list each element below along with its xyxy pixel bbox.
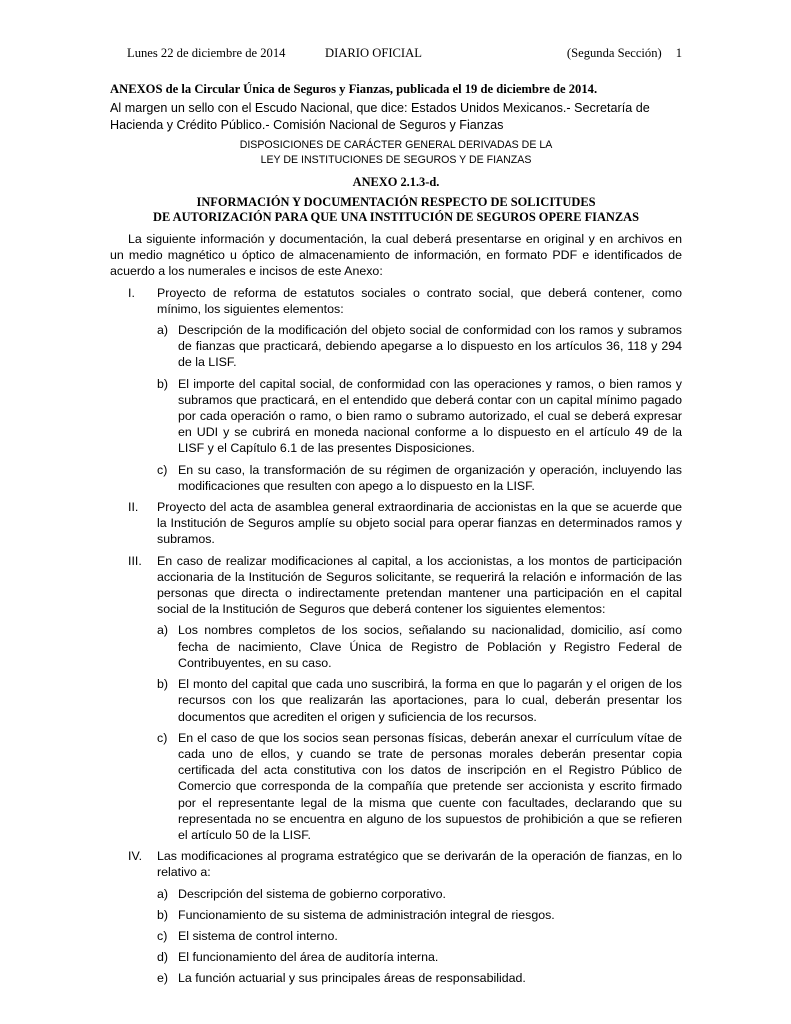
annex-title bbox=[110, 195, 682, 225]
subsection-item bbox=[157, 949, 682, 965]
list-text: Proyecto del acta de asamblea general extraordinaria de accionistas en la que se acuerde que la Institución de Seguros amplíe su objeto social para operar fianzas en determinados ramos y subramos. bbox=[157, 500, 682, 547]
subsection-item bbox=[157, 886, 682, 902]
intro-paragraph: La siguiente información y documentación, la cual deberá presentarse en original y en archivos en un medio magnético u óptico de almacenamiento de información, en formato PDF e identificados de acuerdo a los numerales e incisos de este Anexo: bbox=[110, 232, 682, 279]
list-text: En su caso, la transformación de su régimen de organización y operación, incluyendo las modificaciones que resulten con apego a lo dispuesto en la LISF. bbox=[178, 462, 682, 493]
header-section: (Segunda Sección) bbox=[566, 46, 662, 60]
list-text: La función actuarial y sus principales áreas de responsabilidad. bbox=[178, 971, 526, 986]
list-marker: b) bbox=[157, 677, 169, 692]
list-marker: II. bbox=[128, 500, 139, 515]
subsection-item bbox=[157, 907, 682, 923]
list-text: El monto del capital que cada uno suscribirá, la forma en que lo pagarán y el origen de los recursos con los que realizarán las aportaciones, para lo cual, deberán presentar los documentos que acrediten el origen y suficiencia de los recursos. bbox=[178, 677, 682, 724]
annex-title-line: INFORMACIÓN Y DOCUMENTACIÓN RESPECTO DE SOLICITUDES bbox=[196, 195, 596, 210]
annex-title-line: DE AUTORIZACIÓN PARA QUE UNA INSTITUCIÓN DE SEGUROS OPERE FIANZAS bbox=[153, 210, 639, 225]
header-page-number: 1 bbox=[675, 46, 682, 60]
list-marker: I. bbox=[128, 285, 135, 300]
list-text: En caso de realizar modificaciones al capital, a los accionistas, a los montos de participación accionaria de la Institución de Seguros solicitante, se requerirá la relación e información de las personas que directa o indirectamente pretendan mantener una participación en el capital social de la Institución de Seguros que deberá contener los siguientes elementos: bbox=[157, 553, 682, 617]
header-paper: DIARIO OFICIAL bbox=[325, 46, 422, 60]
list-text: El importe del capital social, de conformidad con las operaciones y ramos, o bien ramos y subramos que practicará, en el entendido que deberá contar con un capital mínimo pagado por cada operación o ramo, o bien ramo o subramo autorizado, el cual se deberá expresar en UDI y se cubrirá en moneda nacional conforme a lo dispuesto en el artículo 49 de la LISF y el Capítulo 6.1 de las presentes Disposiciones. bbox=[178, 376, 682, 456]
list-marker: b) bbox=[157, 376, 169, 391]
dispositions-line: LEY DE INSTITUCIONES DE SEGUROS Y DE FIANZAS bbox=[260, 153, 532, 166]
list-marker: e) bbox=[157, 971, 169, 986]
dispositions-line: DISPOSICIONES DE CARÁCTER GENERAL DERIVADAS DE LA bbox=[239, 138, 553, 151]
list-marker: d) bbox=[157, 950, 169, 965]
list-marker: a) bbox=[157, 623, 169, 638]
list-marker: b) bbox=[157, 907, 169, 922]
subsection-item bbox=[157, 928, 682, 944]
list-text: Los nombres completos de los socios, señalando su nacionalidad, domicilio, así como fecha de nacimiento, Clave Única de Registro de Población y Registro Federal de Contribuyentes, en su caso. bbox=[178, 623, 682, 670]
running-header bbox=[110, 45, 682, 61]
list-text: Descripción de la modificación del objeto social de conformidad con los ramos y subramos de fianzas que practicará, debiendo apegarse a lo dispuesto en los artículos 36, 118 y 294 de la LISF. bbox=[178, 323, 682, 370]
document-title: ANEXOS de la Circular Única de Seguros y Fianzas, publicada el 19 de diciembre de 2014. bbox=[110, 82, 598, 97]
numeral-item bbox=[110, 553, 682, 618]
dispositions-heading bbox=[110, 138, 682, 168]
numeral-item bbox=[110, 285, 682, 317]
list-text: Proyecto de reforma de estatutos sociales o contrato social, que deberá contener, como mínimo, los siguientes elementos: bbox=[157, 285, 682, 316]
seal-paragraph: Al margen un sello con el Escudo Nacional, que dice: Estados Unidos Mexicanos.- Secretaría de Hacienda y Crédito Público.- Comisión Nacional de Seguros y Fianzas bbox=[110, 101, 650, 132]
list-marker: a) bbox=[157, 886, 169, 901]
subsection-item bbox=[157, 622, 682, 671]
list-text: El funcionamiento del área de auditoría interna. bbox=[178, 950, 439, 965]
subsection-item bbox=[157, 376, 682, 457]
list-marker: a) bbox=[157, 323, 169, 338]
numeral-item bbox=[110, 499, 682, 548]
list-text: Descripción del sistema de gobierno corporativo. bbox=[178, 886, 446, 901]
list-marker: c) bbox=[157, 462, 168, 477]
header-date: Lunes 22 de diciembre de 2014 bbox=[127, 46, 286, 60]
list-marker: c) bbox=[157, 928, 168, 943]
subsection-item bbox=[157, 462, 682, 494]
annex-number: ANEXO 2.1.3-d. bbox=[352, 174, 440, 189]
list-text: Las modificaciones al programa estratégico que se derivarán de la operación de fianzas, en lo relativo a: bbox=[157, 849, 682, 880]
subsection-item bbox=[157, 676, 682, 725]
subsection-item bbox=[157, 730, 682, 843]
list-marker: c) bbox=[157, 730, 168, 745]
list-text: Funcionamiento de su sistema de administración integral de riesgos. bbox=[178, 907, 555, 922]
subsection-item bbox=[157, 322, 682, 371]
list-marker: III. bbox=[128, 553, 142, 568]
list-text: En el caso de que los socios sean personas físicas, deberán anexar el currículum vítae de cada uno de ellos, y cuando se trate de personas morales deberán presentar copia certificada del acta constitutiva con los datos de inscripción en el Registro Público de Comercio que corresponda de la compañía que pretende ser accionista y escrito firmado por el representante legal de la misma que cuente con facultades, declarando que su representada no se encuentra en alguno de los supuestos de prohibición a que se refieren el artículo 50 de la LISF. bbox=[178, 730, 682, 842]
subsection-item bbox=[157, 970, 682, 986]
list-marker: IV. bbox=[128, 849, 143, 864]
numeral-item bbox=[110, 848, 682, 880]
numeral-list bbox=[110, 285, 682, 987]
list-text: El sistema de control interno. bbox=[178, 928, 338, 943]
